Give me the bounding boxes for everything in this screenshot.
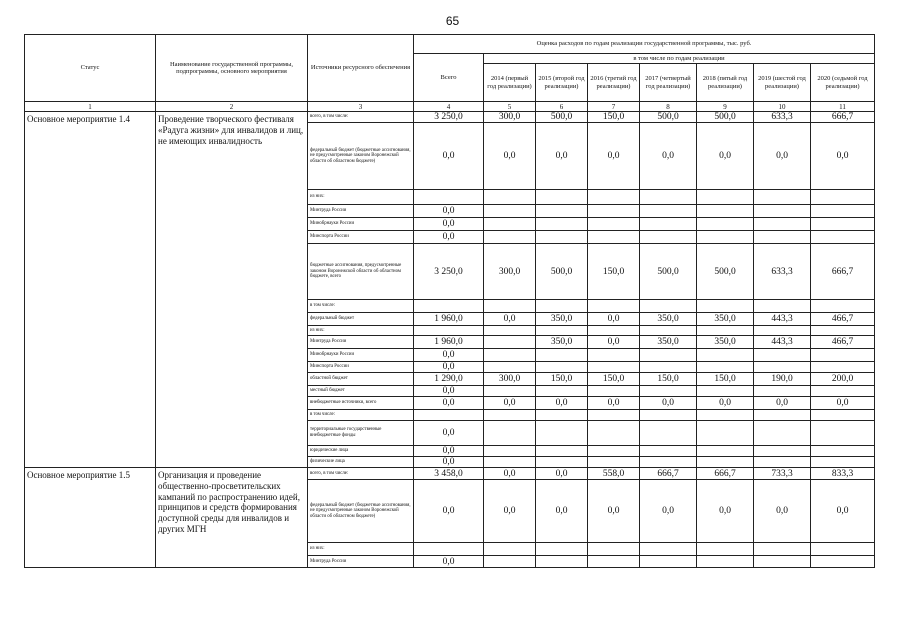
column-index: 2 — [156, 102, 308, 112]
year-value-cell — [811, 446, 875, 457]
year-value-cell — [811, 386, 875, 397]
year-value-cell — [536, 446, 588, 457]
year-value-cell — [640, 386, 697, 397]
year-value-cell: 443,3 — [754, 336, 811, 349]
year-value-cell — [811, 300, 875, 313]
table-row — [25, 112, 875, 123]
total-value-cell: 0,0 — [414, 556, 484, 568]
year-value-cell — [484, 446, 536, 457]
year-value-cell — [588, 190, 640, 205]
year-value-cell — [811, 349, 875, 362]
year-value-cell: 0,0 — [484, 468, 536, 480]
total-value-cell: 3 458,0 — [414, 468, 484, 480]
year-value-cell: 150,0 — [588, 373, 640, 386]
year-value-cell — [588, 349, 640, 362]
year-value-cell — [640, 410, 697, 421]
year-value-cell — [588, 386, 640, 397]
total-value-cell: 0,0 — [414, 446, 484, 457]
year-value-cell: 0,0 — [536, 480, 588, 543]
year-value-cell: 500,0 — [640, 244, 697, 300]
year-value-cell — [640, 190, 697, 205]
year-value-cell — [536, 421, 588, 446]
year-value-cell — [484, 190, 536, 205]
year-value-cell: 0,0 — [484, 397, 536, 410]
year-value-cell — [536, 543, 588, 556]
year-value-cell — [754, 190, 811, 205]
total-value-cell: 0,0 — [414, 231, 484, 244]
year-value-cell — [811, 326, 875, 336]
year-value-cell — [484, 218, 536, 231]
year-value-cell — [588, 300, 640, 313]
year-value-cell: 0,0 — [536, 397, 588, 410]
year-value-cell: 150,0 — [640, 373, 697, 386]
source-cell: федеральный бюджет (бюджетные ассигнования, не предусмотренные законом Воронежской области об областном бюджете) — [308, 480, 414, 543]
year-value-cell: 0,0 — [811, 397, 875, 410]
source-cell: в том числе: — [308, 410, 414, 421]
year-value-cell — [697, 218, 754, 231]
year-value-cell — [484, 362, 536, 373]
year-value-cell: 0,0 — [588, 123, 640, 190]
year-value-cell — [536, 556, 588, 568]
year-value-cell — [536, 190, 588, 205]
year-value-cell — [754, 326, 811, 336]
year-value-cell — [811, 205, 875, 218]
year-value-cell: 500,0 — [640, 112, 697, 123]
year-value-cell — [697, 410, 754, 421]
year-value-cell — [754, 349, 811, 362]
year-value-cell — [811, 556, 875, 568]
source-cell: из них: — [308, 190, 414, 205]
year-value-cell: 350,0 — [640, 336, 697, 349]
total-value-cell: 0,0 — [414, 123, 484, 190]
year-value-cell — [811, 218, 875, 231]
year-value-cell — [697, 205, 754, 218]
status-cell: Основное мероприятие 1.4 — [25, 112, 156, 468]
year-value-cell: 350,0 — [536, 336, 588, 349]
year-value-cell — [697, 362, 754, 373]
header-sources: Источники ресурсного обеспечения — [308, 35, 414, 102]
year-value-cell: 633,3 — [754, 244, 811, 300]
header-year: 2014 (первый год реализации) — [484, 64, 536, 102]
header-total: Всего — [414, 54, 484, 102]
year-value-cell: 0,0 — [697, 397, 754, 410]
year-value-cell: 0,0 — [754, 397, 811, 410]
header-subheader: в том числе по годам реализации — [484, 54, 875, 64]
budget-table — [24, 34, 875, 568]
column-index: 6 — [536, 102, 588, 112]
year-value-cell — [640, 326, 697, 336]
year-value-cell: 300,0 — [484, 373, 536, 386]
year-value-cell — [754, 231, 811, 244]
year-value-cell — [484, 457, 536, 468]
year-value-cell — [588, 326, 640, 336]
year-value-cell — [640, 205, 697, 218]
year-value-cell — [640, 300, 697, 313]
total-value-cell: 0,0 — [414, 205, 484, 218]
total-value-cell: 1 960,0 — [414, 313, 484, 326]
year-value-cell — [484, 205, 536, 218]
total-value-cell: 0,0 — [414, 457, 484, 468]
year-value-cell — [536, 205, 588, 218]
header-year: 2019 (шестой год реализации) — [754, 64, 811, 102]
year-value-cell — [640, 218, 697, 231]
year-value-cell — [484, 300, 536, 313]
source-cell: бюджетные ассигнования, предусмотренные законом Воронежской области об областном бюджете, всего — [308, 244, 414, 300]
year-value-cell — [811, 190, 875, 205]
year-value-cell — [697, 190, 754, 205]
year-value-cell: 200,0 — [811, 373, 875, 386]
year-value-cell: 500,0 — [697, 244, 754, 300]
year-value-cell — [754, 457, 811, 468]
year-value-cell — [484, 336, 536, 349]
year-value-cell: 833,3 — [811, 468, 875, 480]
year-value-cell — [588, 446, 640, 457]
year-value-cell: 666,7 — [811, 112, 875, 123]
year-value-cell — [640, 231, 697, 244]
year-value-cell — [588, 421, 640, 446]
year-value-cell: 0,0 — [754, 480, 811, 543]
year-value-cell — [484, 326, 536, 336]
source-cell: Минтруда России — [308, 336, 414, 349]
source-cell: Минобрнауки России — [308, 218, 414, 231]
year-value-cell — [754, 543, 811, 556]
year-value-cell — [640, 457, 697, 468]
total-value-cell — [414, 190, 484, 205]
source-cell: всего, в том числе: — [308, 112, 414, 123]
header-name: Наименование государственной программы, подпрограммы, основного мероприятия — [156, 35, 308, 102]
total-value-cell: 0,0 — [414, 349, 484, 362]
year-value-cell — [754, 446, 811, 457]
total-value-cell: 0,0 — [414, 362, 484, 373]
year-value-cell — [484, 556, 536, 568]
year-value-cell — [484, 410, 536, 421]
column-index: 8 — [640, 102, 697, 112]
year-value-cell — [588, 457, 640, 468]
year-value-cell: 500,0 — [536, 244, 588, 300]
year-value-cell — [697, 543, 754, 556]
total-value-cell: 3 250,0 — [414, 244, 484, 300]
year-value-cell: 0,0 — [588, 397, 640, 410]
source-cell: Минтруда России — [308, 205, 414, 218]
year-value-cell: 350,0 — [536, 313, 588, 326]
year-value-cell: 666,7 — [811, 244, 875, 300]
year-value-cell: 350,0 — [640, 313, 697, 326]
total-value-cell — [414, 410, 484, 421]
year-value-cell — [811, 543, 875, 556]
year-value-cell — [588, 205, 640, 218]
year-value-cell — [484, 421, 536, 446]
year-value-cell: 150,0 — [588, 244, 640, 300]
column-index: 9 — [697, 102, 754, 112]
source-cell: территориальные государственные внебюджетные фонды — [308, 421, 414, 446]
source-cell: юридические лица — [308, 446, 414, 457]
year-value-cell — [484, 349, 536, 362]
year-value-cell: 466,7 — [811, 313, 875, 326]
year-value-cell: 300,0 — [484, 112, 536, 123]
header-year: 2018 (пятый год реализации) — [697, 64, 754, 102]
year-value-cell — [697, 349, 754, 362]
year-value-cell — [640, 421, 697, 446]
column-index: 5 — [484, 102, 536, 112]
source-cell: Минтруда России — [308, 556, 414, 568]
page-number: 65 — [445, 14, 460, 28]
source-cell: из них: — [308, 326, 414, 336]
year-value-cell: 0,0 — [484, 123, 536, 190]
year-value-cell — [697, 457, 754, 468]
year-value-cell: 0,0 — [697, 123, 754, 190]
total-value-cell — [414, 326, 484, 336]
year-value-cell — [754, 556, 811, 568]
total-value-cell: 3 250,0 — [414, 112, 484, 123]
column-index: 3 — [308, 102, 414, 112]
header-year: 2020 (седьмой год реализации) — [811, 64, 875, 102]
year-value-cell — [811, 457, 875, 468]
year-value-cell: 633,3 — [754, 112, 811, 123]
year-value-cell — [588, 410, 640, 421]
total-value-cell: 0,0 — [414, 397, 484, 410]
table-row — [25, 468, 875, 480]
year-value-cell: 0,0 — [484, 313, 536, 326]
year-value-cell — [588, 362, 640, 373]
year-value-cell — [754, 421, 811, 446]
year-value-cell: 0,0 — [484, 480, 536, 543]
year-value-cell: 500,0 — [697, 112, 754, 123]
column-index: 1 — [25, 102, 156, 112]
total-value-cell: 0,0 — [414, 480, 484, 543]
year-value-cell: 150,0 — [588, 112, 640, 123]
total-value-cell: 0,0 — [414, 386, 484, 397]
total-value-cell — [414, 543, 484, 556]
year-value-cell — [754, 362, 811, 373]
year-value-cell: 466,7 — [811, 336, 875, 349]
year-value-cell: 0,0 — [588, 313, 640, 326]
header-year: 2015 (второй год реализации) — [536, 64, 588, 102]
year-value-cell: 0,0 — [811, 480, 875, 543]
year-value-cell: 0,0 — [640, 123, 697, 190]
year-value-cell — [536, 457, 588, 468]
source-cell: Минспорта России — [308, 231, 414, 244]
source-cell: областной бюджет — [308, 373, 414, 386]
year-value-cell — [811, 362, 875, 373]
year-value-cell — [536, 410, 588, 421]
year-value-cell — [536, 218, 588, 231]
year-value-cell: 500,0 — [536, 112, 588, 123]
header-year: 2016 (третий год реализации) — [588, 64, 640, 102]
source-cell: Минспорта России — [308, 362, 414, 373]
year-value-cell — [536, 300, 588, 313]
year-value-cell — [697, 231, 754, 244]
year-value-cell: 350,0 — [697, 313, 754, 326]
source-cell: всего, в том числе: — [308, 468, 414, 480]
year-value-cell: 733,3 — [754, 468, 811, 480]
source-cell: федеральный бюджет — [308, 313, 414, 326]
year-value-cell: 0,0 — [588, 480, 640, 543]
year-value-cell — [536, 362, 588, 373]
year-value-cell — [754, 300, 811, 313]
year-value-cell — [697, 556, 754, 568]
year-value-cell: 0,0 — [811, 123, 875, 190]
measure-name-cell: Проведение творческого фестиваля «Радуга жизни» для инвалидов и лиц, не имеющих инвалидность — [156, 112, 308, 468]
column-index: 4 — [414, 102, 484, 112]
year-value-cell — [640, 362, 697, 373]
year-value-cell — [536, 386, 588, 397]
year-value-cell: 558,0 — [588, 468, 640, 480]
year-value-cell — [536, 231, 588, 244]
year-value-cell: 150,0 — [536, 373, 588, 386]
year-value-cell — [588, 218, 640, 231]
header-estimate: Оценка расходов по годам реализации государственной программы, тыс. руб. — [414, 35, 875, 54]
year-value-cell — [754, 218, 811, 231]
header-status: Статус — [25, 35, 156, 102]
year-value-cell — [697, 326, 754, 336]
year-value-cell — [640, 543, 697, 556]
source-cell: внебюджетные источники, всего — [308, 397, 414, 410]
year-value-cell — [588, 231, 640, 244]
source-cell: физические лица — [308, 457, 414, 468]
source-cell: федеральный бюджет (бюджетные ассигнования, не предусмотренные законом Воронежской области об областном бюджете) — [308, 123, 414, 190]
year-value-cell — [754, 205, 811, 218]
year-value-cell — [484, 543, 536, 556]
year-value-cell: 0,0 — [640, 480, 697, 543]
year-value-cell — [536, 349, 588, 362]
year-value-cell — [754, 386, 811, 397]
total-value-cell: 0,0 — [414, 218, 484, 231]
year-value-cell: 350,0 — [697, 336, 754, 349]
year-value-cell: 0,0 — [536, 123, 588, 190]
year-value-cell: 0,0 — [754, 123, 811, 190]
year-value-cell — [640, 556, 697, 568]
year-value-cell — [811, 231, 875, 244]
year-value-cell: 0,0 — [640, 397, 697, 410]
year-value-cell: 0,0 — [697, 480, 754, 543]
year-value-cell — [640, 349, 697, 362]
year-value-cell — [484, 386, 536, 397]
year-value-cell: 0,0 — [536, 468, 588, 480]
year-value-cell — [536, 326, 588, 336]
column-index: 7 — [588, 102, 640, 112]
year-value-cell — [697, 421, 754, 446]
column-index: 11 — [811, 102, 875, 112]
year-value-cell: 443,3 — [754, 313, 811, 326]
total-value-cell: 0,0 — [414, 421, 484, 446]
year-value-cell: 190,0 — [754, 373, 811, 386]
source-cell: в том числе: — [308, 300, 414, 313]
year-value-cell: 666,7 — [640, 468, 697, 480]
total-value-cell — [414, 300, 484, 313]
year-value-cell — [588, 556, 640, 568]
year-value-cell — [811, 421, 875, 446]
year-value-cell: 150,0 — [697, 373, 754, 386]
measure-name-cell: Организация и проведение общественно-просветительских кампаний по распространению идей, принципов и средств формирования доступной среды для инвалидов и других МГН — [156, 468, 308, 568]
source-cell: Минобрнауки России — [308, 349, 414, 362]
year-value-cell — [484, 231, 536, 244]
year-value-cell — [697, 300, 754, 313]
source-cell: местный бюджет — [308, 386, 414, 397]
year-value-cell: 300,0 — [484, 244, 536, 300]
year-value-cell — [697, 386, 754, 397]
column-index-row — [25, 102, 875, 112]
year-value-cell: 666,7 — [697, 468, 754, 480]
year-value-cell: 0,0 — [588, 336, 640, 349]
year-value-cell — [754, 410, 811, 421]
year-value-cell — [588, 543, 640, 556]
year-value-cell — [811, 410, 875, 421]
year-value-cell — [697, 446, 754, 457]
status-cell: Основное мероприятие 1.5 — [25, 468, 156, 568]
header-year: 2017 (четвертый год реализации) — [640, 64, 697, 102]
year-value-cell — [640, 446, 697, 457]
source-cell: из них: — [308, 543, 414, 556]
total-value-cell: 1 290,0 — [414, 373, 484, 386]
total-value-cell: 1 960,0 — [414, 336, 484, 349]
column-index: 10 — [754, 102, 811, 112]
